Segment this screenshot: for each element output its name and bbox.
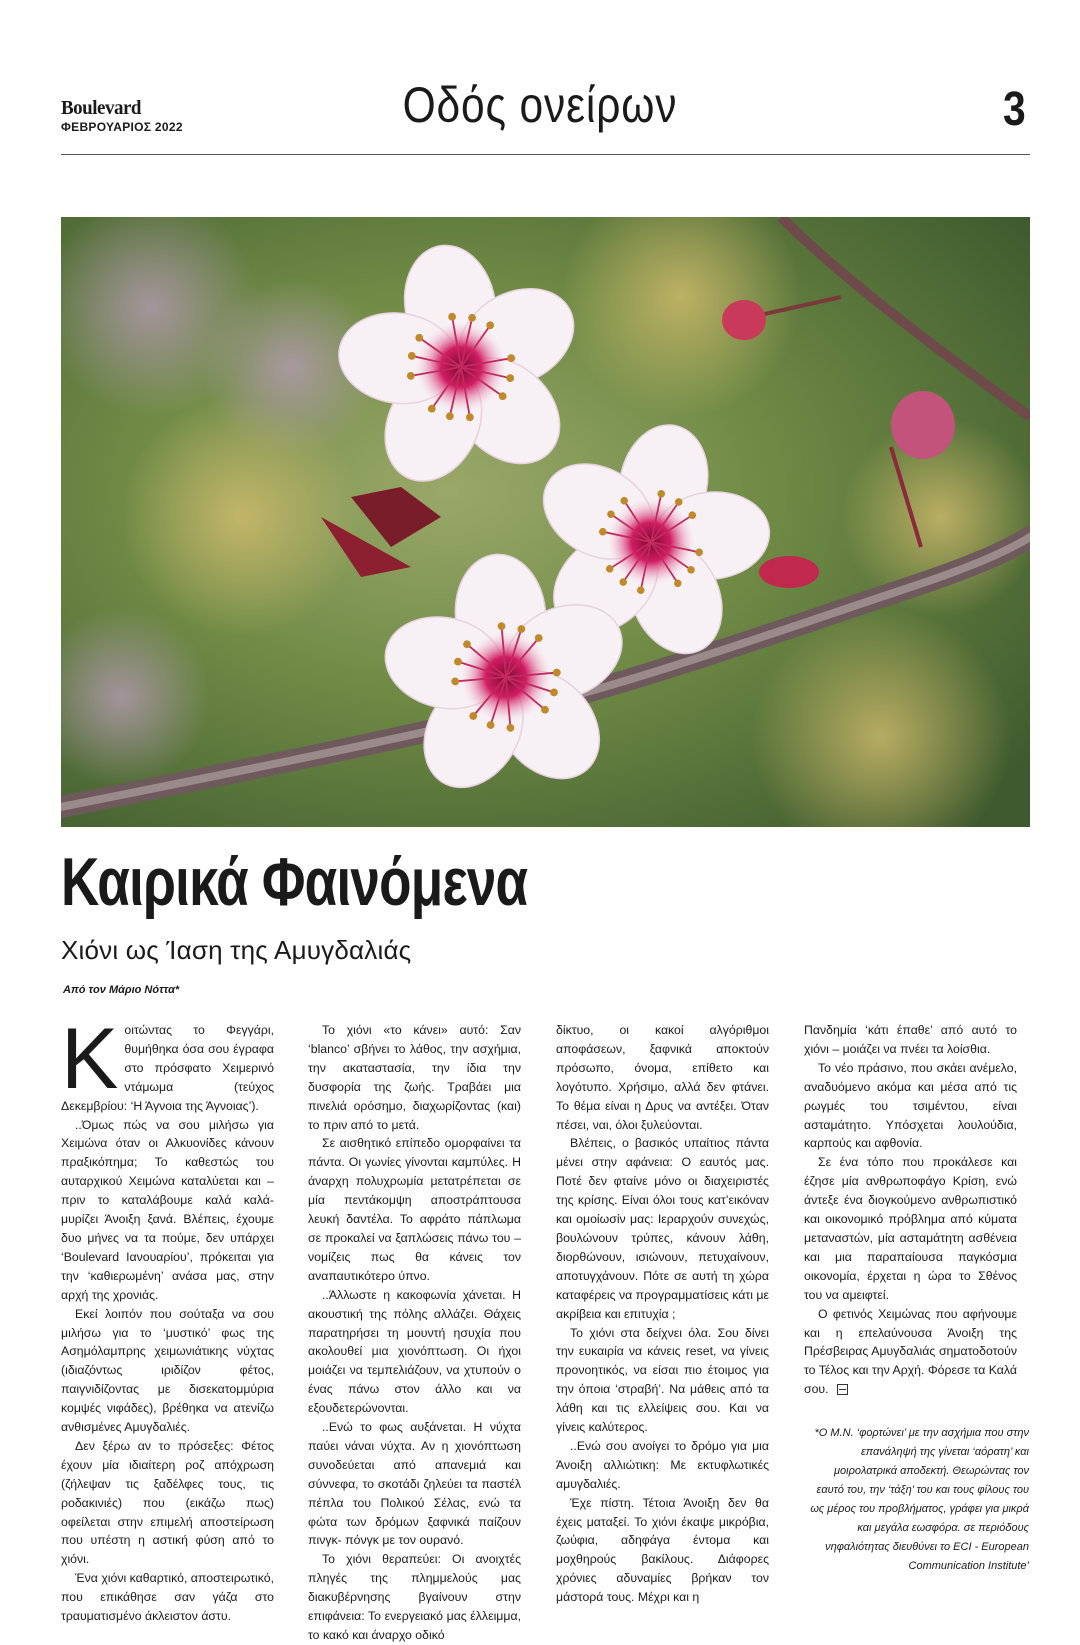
paragraph: Σε αισθητικό επίπεδο ομορφαίνει τα πάντα. Οι γωνίες γίνονται καμπύλες. Η άναρχη πολυχρωμία μετατρέπεται σε μία πεντάκομψη αποστράπτουσα λευκή δαντέλα. Το αφράτο πάπλωμα σε προκαλεί να ξαπλώσεις πάνω του – νομίζεις πως θα κάνεις τον αναπαυτικότερο ύπνο.: [308, 1136, 521, 1283]
paragraph: Κοιτώντας το Φεγγάρι, θυμήθηκα όσα σου έγραφα στο πρόσφατο Χειμερινό ντάμωμα (τεύχος Δεκεμβρίου: ‘Η Άγνοια της Άγνοιας’).: [61, 1011, 274, 1113]
paragraph: Το χιόνι «το κάνει» αυτό: Σαν ‘blanco’ σβήνει το λάθος, την ασχήμια, την ακαταστασία, την ίδια την δυσφορία της ζωής. Τραβάει μια πινελιά ορόσημο, διαχωρίζοντας (και) το πριν από το μετά.: [308, 1023, 521, 1132]
paragraph: Το χιόνι θεραπεύει: Οι ανοιχτές πληγές της πλημμελούς μας διακυβέρνησης βγαίνουν στην επιφάνεια: Το ενεργειακό μας έλλειμμα, το κακό και άναρχο οδικό: [308, 1552, 521, 1642]
masthead-date: ΦΕΒΡΟΥΑΡΙΟΣ 2022: [61, 120, 183, 134]
paragraph: Ένα χιόνι καθαρτικό, αποστειρωτικό, που επικάθησε σαν γάζα στο τραυματισμένο άκλειστον άστυ.: [61, 1571, 274, 1624]
paragraph: ..Άλλωστε η κακοφωνία χάνεται. Η ακουστική της πόλης αλλάζει. Θάχεις παρατηρήσει τη μουντή ησυχία που ακολουθεί μια χιονόπτωση. Οι ήχοι μοιάζει να τεμπελιάζουν, να χτυπούν ο ένας πάνω στον άλλο και να εξουδετερώνονται.: [308, 1287, 521, 1416]
paragraph: Ο φετινός Χειμώνας που αφήνουμε και η επελαύνουσα Άνοιξη της Πρέσβειρας Αμυγδαλιάς σηματοδοτούν το Τέλος και την Αρχή. Φόρεσε τα Καλά σου.: [804, 1306, 1017, 1397]
paragraph: Δεν ξέρω αν το πρόσεξες: Φέτος έχουν μία ιδιαίτερη ροζ απόχρωση (ζήλεψαν τις ξαδέλφες τους, τις ροδακινιές) που (εικάζω πως) οφείλεται στην επιμελή αποστείρωση που υπέστη η αστική φύση από το χιόνι.: [61, 1438, 274, 1567]
paragraph: ..Ενώ το φως αυξάνεται. Η νύχτα παύει νάναι νύχτα. Αν η χιονόπτωση συνοδεύεται από απανεμιά και σύννεφα, το σκοτάδι ζηλεύει τα παστέλ πέπλα του Πολικού Σέλας, ενώ τα φώτα των δρόμων ξαφνικά παίζουν πινγκ- πόνγκ με τον ουρανό.: [308, 1420, 521, 1548]
subheadline: Χιόνι ως Ίαση της Αμυγδαλιάς: [61, 935, 412, 965]
paragraph: δίκτυο, οι κακοί αλγόριθμοι αποφάσεων, ξαφνικά αποκτούν πρόσωπο, όνομα, επίθετο και λογότυπο. Χρήσιμο, αλλά δεν φτάνει. Το θέμα είναι η Δρυς να αντέξει. Όταν πέσει, ναι, όλοι ξυλεύονται.: [556, 1023, 769, 1132]
paragraph: Το χιόνι στα δείχνει όλα. Σου δίνει την ευκαιρία να κάνεις reset, να γίνεις προνοητικός, να είσαι πιο έτοιμος για την όποια ‘στραβή’. Να μάθεις από τα λάθη και τις ελλείψεις σου. Και να γίνεις καλύτερος.: [556, 1325, 769, 1435]
author-note: *Ο Μ.Ν. ‘φορτώνει’ με την ασχήμια που στην επανάληψή της γίνεται ‘αόρατη’ και μοιρολατρικά αποδεκτή. Θεωρώντας τον εαυτό του, την ‘τάξη’ του και τους φίλους του ως μέρος του προβλήματος, γράφει για μικρά και μεγάλα εωσφόρα. σε περιόδους νηφαλιότητας διευθύνει το ECI - European Communication Institute’: [810, 1427, 1029, 1572]
headline: Καιρικά Φαινόμενα: [61, 844, 528, 920]
paragraph: Το νέο πράσινο, που σκάει ανέμελο, αναδυόμενο ακόμα και μέσα από τις ρωγμές του τσιμέντου, είναι ασταμάτητο. Υπόσχεται λουλούδια, καρπούς και αφθονία.: [804, 1060, 1017, 1151]
drop-cap: Κ: [61, 1011, 119, 1107]
page-number: 3: [1003, 83, 1026, 136]
header-rule: [61, 154, 1030, 155]
section-title: Οδός ονείρων: [402, 77, 678, 133]
end-of-article-icon: [837, 1384, 848, 1395]
hero-photo-almond-blossoms: [61, 217, 1030, 827]
paragraph: Σε ένα τόπο που προκάλεσε και έζησε μία ανθρωποφάγο Κρίση, ενώ άντεξε ένα διογκούμενο ανθρωπιστικό και οικονομικό πρόβλημα από κύματα μεταναστών, μία ασταμάτητη ασθένεια και μια παραπαίουσα παγκόσμια οικονομία, έρχεται η ώρα το Σθένος του να αμειφτεί.: [804, 1155, 1017, 1302]
masthead-brand: Boulevard: [61, 97, 141, 120]
article-column-3: [556, 1021, 769, 1607]
paragraph: ..Ενώ σου ανοίγει το δρόμο για μια Άνοιξη αλλιώτικη: Με εκτυφλωτικές αμυγδαλιές.: [556, 1438, 769, 1491]
article-column-4: [804, 1021, 1017, 1399]
byline: Από τον Μάριο Νόττα*: [63, 984, 180, 996]
article-column-2: [308, 1021, 521, 1645]
paragraph: Έχε πίστη. Τέτοια Άνοιξη δεν θα έχεις ματαξεί. Το χιόνι έκαψε μικρόβια, ζωύφια, αδηφάγα έντομα και μοχθηρούς βακίλους. Διάφορες χρόνιες αδυναμίες βρήκαν τον μάστορά τους. Μέχρι και η: [556, 1495, 769, 1605]
paragraph: Πανδημία ‘κάτι έπαθε’ από αυτό το χιόνι – μοιάζει να πνέει τα λοίσθια.: [804, 1023, 1017, 1056]
article-column-1: [61, 1011, 274, 1626]
paragraph: ..Όμως πώς να σου μιλήσω για Χειμώνα όταν οι Αλκυονίδες κάνουν πραξικόπημα; Το καθεστώς του αυταρχικού Χειμώνα καταλύεται και –πριν το καταλάβουμε καλά καλά- μυρίζει Άνοιξη ξανά. Βλέπεις, έχουμε δυο μήνες να τα πούμε, δεν υπάρχει ‘Boulevard Ιανουαρίου’, πρόκειται για την ‘καθιερωμένη’ ανάσα μας, στην αρχή της χρονιάς.: [61, 1117, 274, 1302]
paragraph: Εκεί λοιπόν που σούταξα να σου μιλήσω για το ‘μυστικό’ φως της Ασημόλαμπρης χειμωνιάτικης νύχτας (ιδιαζόντως ιριδίζον φέτος, παιγνιδίζοντας με δισεκατομμύρια κομψές νιφάδες), βρέθηκα να ατενίζω ανθισμένες Αμυγδαλιές.: [61, 1306, 274, 1435]
paragraph: Βλέπεις, ο βασικός υπαίτιος πάντα μένει στην αφάνεια: Ο εαυτός μας. Ποτέ δεν φταίνε μόνο οι διαχειριστές της κρίσης. Είναι όλοι τους κατ’εικόναν και ομοίωσίν μας: Ιεραρχούν συνεχώς, βουλώνουν τρύπες, κάνουν λάθη, διορθώνουν, ισιώνουν, πετυχαίνουν, αποτυγχάνουν. Πότε σε αυτή τη χώρα καταφέρεις να προγραμματίσεις κάτι με ακρίβεια και επιτυχία ;: [556, 1136, 769, 1321]
